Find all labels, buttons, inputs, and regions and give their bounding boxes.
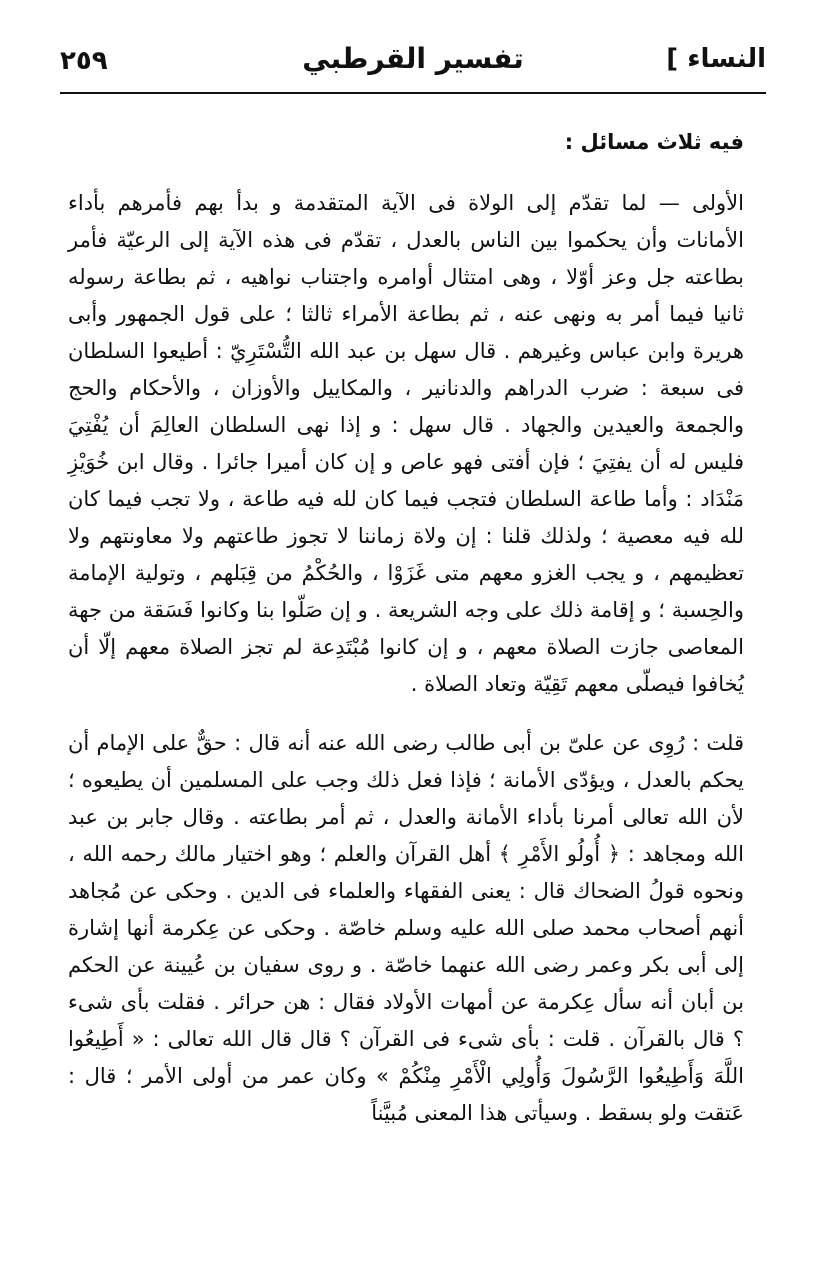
book-title: تفسير القرطبي [302, 42, 524, 75]
paragraph-commentary: قلت : رُوِى عن علىّ بن أبى طالب رضى الله عنه أنه قال : حقٌّ على الإمام أن يحكم بالعدل ، ويؤدّى الأمانة ؛ فإذا فعل ذلك وجب على المسلمين أن يطيعوه ؛ لأن الله تعالى أمرنا بأداء الأمانة والعدل ، ثم أمر بطاعته . وقال جابر بن عبد الله ومجاهد : ﴿ أُولُو الأَمْرِ ﴾ أهل القرآن والعلم ؛ وهو اختيار مالك رحمه الله ، ونحوه قولُ الضحاك قال : يعنى الفقهاء والعلماء فى الدين . وحكى عن مُجاهد أنهم أصحاب محمد صلى الله عليه وسلم خاصّة . وحكى عن عِكرمة أنها إشارة إلى أبى بكر وعمر رضى الله عنهما خاصّة . و روى سفيان بن عُيينة عن الحكم بن أبان أنه سأل عِكرمة عن أمهات الأولاد فقال : هن حرائر . فقلت بأى شىء ؟ قال بالقرآن . قلت : بأى شىء فى القرآن ؟ قال قال الله تعالى : « أَطِيعُوا اللَّهَ وَأَطِيعُوا الرَّسُولَ وَأُولِي الْأَمْرِ مِنْكُمْ » وكان عمر من أولى الأمر ؛ قال : عَتقت ولو بسقط . وسيأتى هذا المعنى مُبيَّناً [68, 731, 744, 1125]
section-intro: فيه ثلاث مسائل : [564, 130, 744, 154]
main-text [68, 124, 744, 1132]
header-rule [60, 92, 766, 94]
paragraph-first-issue: الأولى — لما تقدّم إلى الولاة فى الآية المتقدمة و بدأ بهم فأمرهم بأداء الأمانات وأن يحكموا بين الناس بالعدل ، تقدّم فى هذه الآية إلى الرعيّة فأمر بطاعته جل وعز أوّلا ، وهى امتثال أوامره واجتناب نواهيه ، ثم بطاعة رسوله ثانيا فيما أمر به ونهى عنه ، ثم بطاعة الأمراء ثالثا ؛ على قول الجمهور وأبى هريرة وابن عباس وغيرهم . قال سهل بن عبد الله التُّسْتَرِيّ : أطيعوا السلطان فى سبعة : ضرب الدراهم والدنانير ، والمكاييل والأوزان ، والأحكام والحج والجمعة والعيدين والجهاد . قال سهل : و إذا نهى السلطان العالِمَ أن يُفْتِيَ فليس له أن يفتِيَ ؛ فإن أفتى فهو عاص و إن كان أميرا جائرا . وقال ابن خُوَيْزِ مَنْدَاد : وأما طاعة السلطان فتجب فيما كان لله فيه طاعة ، ولا تجب فيما كان لله فيه معصية ؛ ولذلك قلنا : إن ولاة زماننا لا تجوز طاعتهم ولا معاونتهم ولا تعظيمهم ، و يجب الغزو معهم متى غَزَوْا ، والحُكْمُ من قِبَلهم ، وتولية الإمامة والحِسبة ؛ و إقامة ذلك على وجه الشريعة . و إن صَلّوا بنا وكانوا فَسَقة من جهة المعاصى جازت الصلاة معهم ، و إن كانوا مُبْتَدِعة لم تجز الصلاة معهم إلّا أن يُخافوا فيصلّى معهم تَقِيّة وتعاد الصلاة . [68, 191, 744, 696]
surah-label: النساء ] [666, 44, 766, 74]
page-number: ٢٥٩ [60, 46, 108, 76]
running-header [60, 42, 766, 90]
